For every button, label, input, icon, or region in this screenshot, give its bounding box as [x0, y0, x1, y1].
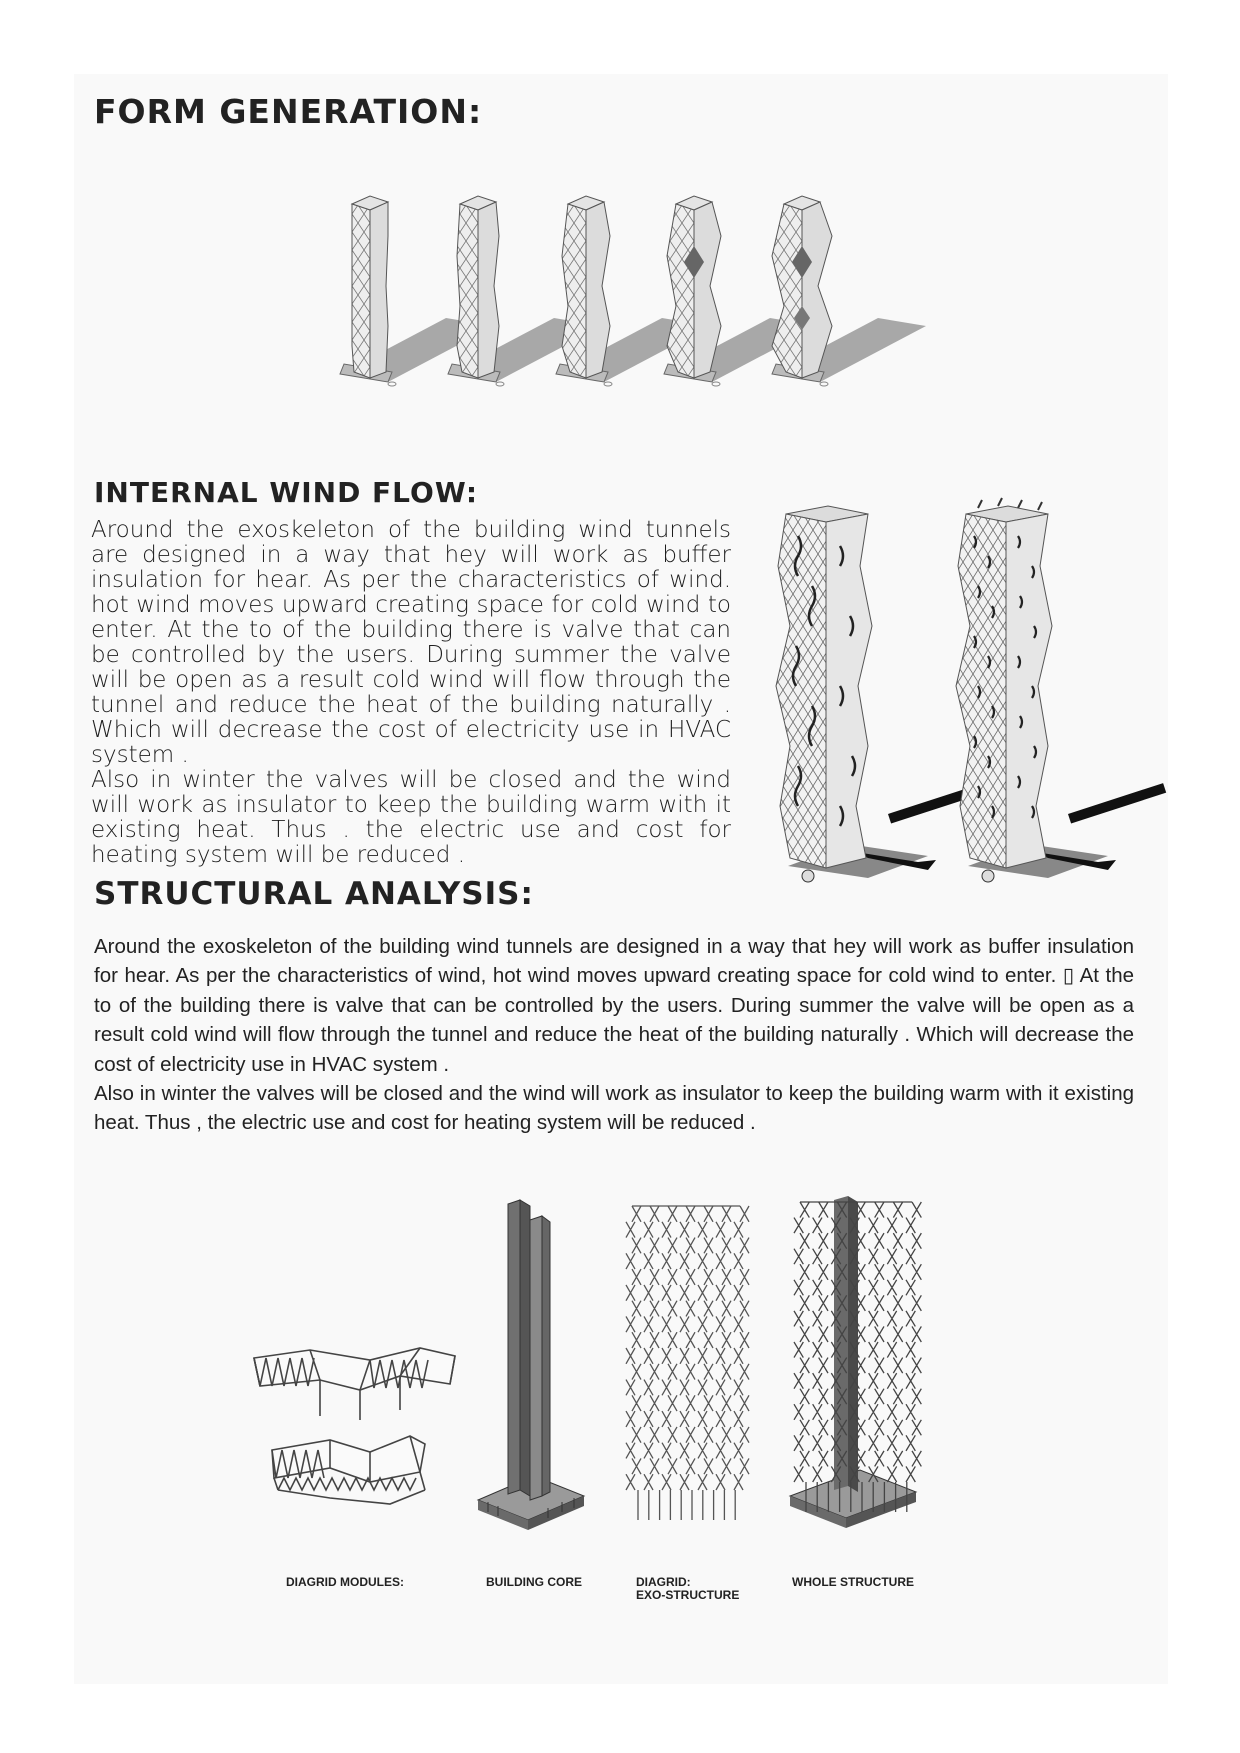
wind-flow-text: [91, 518, 731, 868]
structural-paragraph-1: Around the exoskeleton of the building wind tunnels are designed in a way that hey will work as buffer insulation for hear. As per the characteristics of wind, hot wind moves upward creating space for cold wind to enter. ▯ At the to of the building there is valve that can be controlled by the users. During summer the valve will be open as a result cold wind will flow through the tunnel and reduce the heat of the building naturally . Which will decrease the cost of electricity use in HVAC system .: [94, 935, 1134, 1076]
caption-diagrid-exo-line-1: DIAGRID:: [636, 1575, 691, 1589]
wind-flow-paragraph-1: Around the exoskeleton of the building wind tunnels are designed in a way that hey will work as buffer insulation for hear. As per the characteristics of wind. hot wind moves upward creating space for cold wind to enter. At the to of the building there is valve that can be controlled by the users. During summer the valve will be open as a result cold wind will flow through the tunnel and reduce the heat of the building naturally . Which will decrease the cost of electricity use in HVAC system .: [91, 517, 731, 768]
caption-building-core: BUILDING CORE: [486, 1575, 582, 1589]
building-core-drawing: [478, 1200, 588, 1540]
caption-whole-structure: WHOLE STRUCTURE: [792, 1575, 914, 1589]
structural-analysis-text: [94, 932, 1134, 1138]
form-generation-heading: FORM GENERATION:: [94, 92, 483, 131]
caption-diagrid-modules: DIAGRID MODULES:: [286, 1575, 404, 1589]
diagrid-lattice: [626, 1206, 749, 1520]
wind-flow-paragraph-2: Also in winter the valves will be closed and the wind will work as insulator to keep the building warm with it existing heat. Thus . the electric use and cost for heating system will be reduced .: [91, 767, 731, 868]
whole-structure-drawing: [790, 1196, 920, 1536]
form-generation-diagram: [340, 196, 880, 396]
wind-tower-closed: [776, 506, 986, 882]
caption-diagrid-exo-line-2: EXO-STRUCTURE: [636, 1588, 740, 1602]
structural-analysis-heading: STRUCTURAL ANALYSIS:: [94, 876, 534, 912]
internal-wind-flow-heading: INTERNAL WIND FLOW:: [94, 476, 479, 509]
diagrid-modules-drawing: [250, 1340, 460, 1540]
wind-flow-diagram: [768, 506, 1128, 886]
structural-paragraph-2: Also in winter the valves will be closed and the wind will work as insulator to keep the building warm with it existing heat. Thus , the electric use and cost for heating system will be reduced .: [94, 1082, 1134, 1135]
diagrid-exo-structure-drawing: [628, 1200, 748, 1540]
